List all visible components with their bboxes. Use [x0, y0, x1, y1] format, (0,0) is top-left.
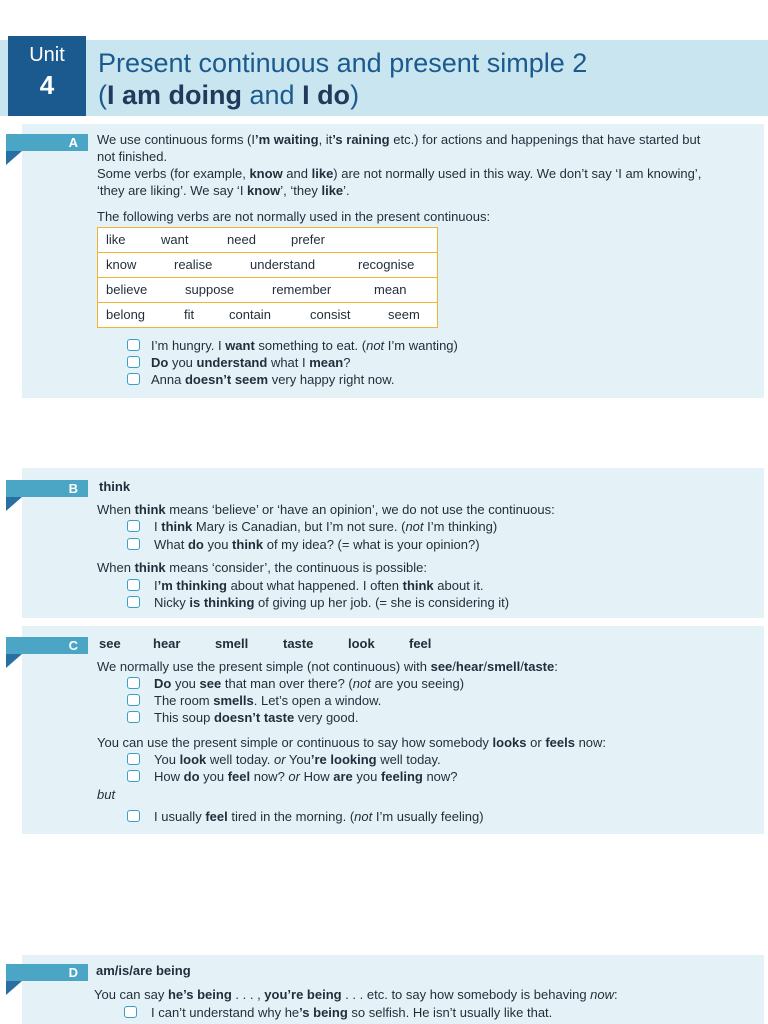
- example-bullet-icon: [127, 520, 140, 532]
- verb-row: [98, 302, 437, 327]
- example-c3: This soup doesn’t taste very good.: [154, 710, 359, 725]
- verb-table: [97, 227, 438, 328]
- example-b2: What do you think of my idea? (= what is your opinion?): [154, 537, 480, 552]
- example-bullet-icon: [127, 596, 140, 608]
- verb-cell: understand: [250, 257, 316, 272]
- verb-row: [98, 228, 437, 252]
- example-bullet-icon: [127, 538, 140, 550]
- section-a-text-1b: not finished.: [97, 149, 168, 164]
- section-c-heading-feel: feel: [409, 636, 432, 651]
- example-c1: Do you see that man over there? (not are you seeing): [154, 676, 465, 691]
- unit-badge: [8, 36, 86, 116]
- verb-cell: fit: [184, 307, 195, 322]
- verb-cell: belong: [106, 307, 146, 322]
- verb-cell: prefer: [291, 232, 325, 247]
- example-bullet-icon: [127, 339, 140, 351]
- example-bullet-icon: [124, 1006, 137, 1018]
- verb-cell: recognise: [358, 257, 415, 272]
- example-bullet-icon: [127, 373, 140, 385]
- section-b-tab: B: [6, 480, 88, 497]
- section-c-tab: C: [6, 637, 88, 654]
- example-a2: Do you understand what I mean?: [151, 355, 351, 370]
- section-c-heading-see: see: [99, 636, 121, 651]
- example-bullet-icon: [127, 810, 140, 822]
- section-c-heading-taste: taste: [283, 636, 314, 651]
- tab-corner: [6, 497, 22, 511]
- tab-corner: [6, 654, 22, 668]
- tab-corner: [6, 981, 22, 995]
- section-d-heading: am/is/are being: [96, 963, 191, 978]
- verb-cell: seem: [388, 307, 420, 322]
- section-d-text-1: You can say he’s being . . . , you’re being . . . etc. to say how somebody is behaving now:: [94, 987, 618, 1002]
- verb-row: [98, 252, 437, 277]
- verb-cell: contain: [229, 307, 271, 322]
- example-c5: How do you feel now? or How are you feeling now?: [154, 769, 458, 784]
- section-a-tab: A: [6, 134, 88, 151]
- section-b-text-1: When think means ‘believe’ or ‘have an opinion’, we do not use the continuous:: [97, 502, 555, 517]
- example-bullet-icon: [127, 770, 140, 782]
- section-c-heading-look: look: [348, 636, 375, 651]
- example-c2: The room smells. Let’s open a window.: [154, 693, 382, 708]
- example-b4: Nicky is thinking of giving up her job. (= she is considering it): [154, 595, 510, 610]
- unit-number: 4: [39, 70, 55, 100]
- example-bullet-icon: [127, 356, 140, 368]
- example-c6: I usually feel tired in the morning. (not I’m usually feeling): [154, 809, 484, 824]
- page-subtitle: (I am doing and I do): [98, 80, 360, 110]
- section-a-text-1: We use continuous forms (I’m waiting, it’s raining etc.) for actions and happenings that have started but: [97, 132, 701, 147]
- example-b3: I’m thinking about what happened. I often think about it.: [154, 578, 484, 593]
- verb-cell: need: [227, 232, 256, 247]
- verb-cell: remember: [272, 282, 332, 297]
- section-a-text-2: Some verbs (for example, know and like) are not normally used in this way. We don’t say ‘I am knowing’,: [97, 166, 702, 181]
- section-c-heading-hear: hear: [153, 636, 181, 651]
- verb-cell: realise: [174, 257, 213, 272]
- verb-cell: like: [106, 232, 126, 247]
- section-a-text-3: The following verbs are not normally used in the present continuous:: [97, 209, 491, 224]
- example-d1: I can’t understand why he’s being so selfish. He isn’t usually like that.: [151, 1005, 553, 1020]
- example-bullet-icon: [127, 753, 140, 765]
- section-b-text-2: When think means ‘consider’, the continuous is possible:: [97, 560, 427, 575]
- example-a1: I’m hungry. I want something to eat. (not I’m wanting): [151, 338, 458, 353]
- example-b1: I think Mary is Canadian, but I’m not sure. (not I’m thinking): [154, 519, 498, 534]
- section-c-heading-smell: smell: [215, 636, 249, 651]
- example-bullet-icon: [127, 677, 140, 689]
- tab-corner: [6, 151, 22, 165]
- section-c-but: but: [97, 787, 116, 802]
- verb-cell: know: [106, 257, 137, 272]
- example-c4: You look well today. or You’re looking well today.: [154, 752, 441, 767]
- example-bullet-icon: [127, 711, 140, 723]
- example-bullet-icon: [127, 579, 140, 591]
- example-a3: Anna doesn’t seem very happy right now.: [151, 372, 395, 387]
- section-c-text-1: We normally use the present simple (not continuous) with see/hear/smell/taste:: [97, 659, 558, 674]
- section-b-heading: think: [99, 479, 131, 494]
- verb-cell: believe: [106, 282, 148, 297]
- page-title: Present continuous and present simple 2: [98, 48, 588, 78]
- verb-cell: want: [161, 232, 189, 247]
- verb-cell: mean: [374, 282, 407, 297]
- verb-cell: consist: [310, 307, 351, 322]
- example-bullet-icon: [127, 694, 140, 706]
- unit-label: Unit: [29, 44, 65, 66]
- verb-cell: suppose: [185, 282, 235, 297]
- section-d-tab: D: [6, 964, 88, 981]
- verb-row: [98, 277, 437, 302]
- section-c-text-2: You can use the present simple or continuous to say how somebody looks or feels now:: [97, 735, 607, 750]
- section-a-text-2b: ‘they are liking’. We say ‘I know’, ‘they like’.: [97, 183, 350, 198]
